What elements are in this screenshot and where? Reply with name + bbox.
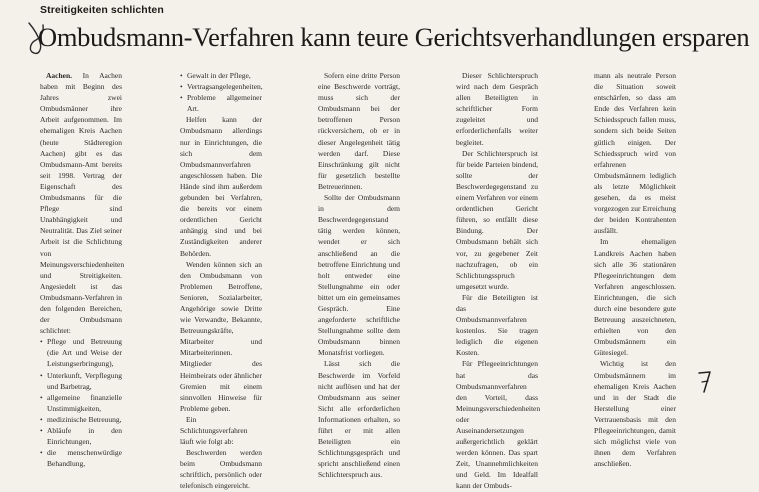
paragraph (456, 358, 541, 491)
bullet-item: • Probleme allgemeiner Art. (187, 92, 262, 114)
paragraph-text: Ein Schlichtungsverfahren läuft wie folgt ab: (180, 414, 248, 447)
article-column-3 (318, 70, 400, 480)
bullet-item: • allgemeine finanzielle Unstimmigkeiten, (47, 392, 122, 414)
paragraph-text: Lässt sich die Beschwerde im Vorfeld nicht auflösen und hat der Ombudsmann aus seiner Sicht alle erforderlichen Informationen erhalten, so führt er mit allen Beteiligten ein Schlichtungsgespräch und spricht anschließend einen Schlichterspruch aus. (318, 359, 400, 480)
paragraph (318, 192, 400, 358)
paragraph-text: mann als neutrale Person die Situation soweit entschärfen, so dass am Ende des Verfahren kein Schiedsspruch fallen muss, sondern sich beide Seiten gütlich einigen. Der Schiedsspruch wird von erfahrenen Ombudsmännern lediglich als letzte Möglichkeit gesehen, da es meist vorgezogen zur Erreichung der beiden Kontrahenten ausfällt. (594, 71, 676, 236)
paragraph (180, 447, 262, 491)
article-column-5 (594, 70, 676, 469)
paragraph (456, 148, 538, 292)
paragraph-text: Wichtig ist den Ombudsmännern im ehemaligen Kreis Aachen und in der Stadt die Herstellung einer Vertrauensbasis mit den Pflegeeinrichtungen, damit sich möglichst viele von ihnen dem Verfahren anschließen. (594, 359, 676, 469)
kicker: Streitigkeiten schlichten (40, 4, 164, 16)
bullet-item: • Vertragsangelegenheiten, (187, 81, 262, 92)
paragraph (594, 236, 676, 358)
paragraph-text: Im ehemaligen Landkreis Aachen haben sich alle 36 stationären Pflegeeinrichtungen dem Verfahren angeschlossen. Einrichtungen, die sich durch eine besondere gute Betreuung auszeichneten, erhielten von den Ombudsmännern ein Gütesiegel. (594, 237, 676, 358)
bullet-item: • medizinische Betreuung, (47, 414, 122, 425)
paragraph-text: In Aachen haben mit Beginn des Jahres zwei Ombudsmänner ihre Arbeit aufgenommen. Im ehemaligen Kreis Aachen (heute Städteregion Aachen) gibt es das Ombudsmann-Amt bereits seit 1998. Vertrag der Eigenschaft des Ombudsmanns für die Pflege sind Unabhängigkeit und Neutralität. Das Ziel seiner Arbeit ist die Schlichtung von Meinungsverschiedenheiten und Streitigkeiten. Angesiedelt ist das Ombudsmann-Verfahren in den folgenden Bereichen, der Ombudsmann schlichtet: (40, 71, 125, 336)
handwritten-page-number (698, 370, 712, 394)
paragraph-text: Dieser Schlichterspruch wird nach dem Gespräch allen Beteiligten in schriftlicher Form zugeleitet und erforderlichenfalls weiter begleitet. (456, 71, 538, 147)
dateline: Aachen. (46, 71, 73, 80)
paragraph-text: Beschwerden werden beim Ombudsmann schriftlich, persönlich oder telefonisch eingereicht. (180, 448, 262, 491)
paragraph (318, 358, 400, 480)
bullet-item: • Gewalt in der Pflege, (187, 70, 262, 81)
paragraph (180, 259, 262, 414)
article-column-2 (180, 70, 263, 491)
paragraph-text: Helfen kann der Ombudsmann allerdings nur in Einrichtungen, die sich dem Ombudsmannverfahren angeschlossen haben. Die Hände sind ihm außerdem gebunden bei Verfahren, die bereits vor einem ordentlichen Gericht anhängig sind und bei Zuständigkeiten anderer Behörden. (180, 115, 262, 258)
article-column-4 (456, 70, 541, 491)
paragraph-text: Sofern eine dritte Person eine Beschwerde vorträgt, muss sich der Ombudsmann bei der betroffenen Person rückversichern, ob er in dieser Angelegenheit tätig werden darf. Diese Einschränkung gilt nicht für gesetzlich bestellte Betreuerinnen. (318, 71, 400, 191)
bullet-item: • Unterkunft, Verpflegung und Barbetrag, (47, 370, 122, 392)
paragraph (318, 70, 400, 192)
paragraph (456, 292, 538, 359)
headline: Ombudsmann-Verfahren kann teure Gerichtsverhandlungen ersparen (38, 22, 750, 52)
paragraph-text: Für Pflegeeinrichtungen hat das Ombudsmannverfahren den Vorteil, dass Meinungsverschiedenheiten oder Auseinandersetzungen außergerichtlich geklärt werden können. Das spart Zeit, Unannehmlichkeiten und Geld. Im Idealfall kann der Ombuds- (456, 359, 541, 491)
paragraph-text: Der Schlichterspruch ist für beide Parteien bindend, sollte der Beschwerdegegenstand zu einem Verfahren vor einem ordentlichen Gericht führen, so entfällt diese Bindung. Der Ombudsmann behält sich vor, zu gegebener Zeit nachzufragen, ob ein Schlichtungsspruch umgesetzt wurde. (456, 148, 538, 291)
bullet-item: • Pflege und Betreuung (die Art und Weise der Leistungserbringung), (47, 336, 122, 369)
article-column-1 (40, 70, 125, 469)
paragraph (456, 70, 538, 148)
bullet-list (180, 70, 262, 114)
paragraph-text: Für die Beteiligten ist das Ombudsmannverfahren kostenlos. Sie tragen lediglich die eigenen Kosten. (456, 292, 538, 358)
paragraph (594, 358, 676, 469)
bullet-item: • Abläufe in den Einrichtungen, (47, 425, 122, 447)
bullet-list (40, 336, 122, 469)
paragraph-text: Wenden können sich an den Ombudsmann von Problemen Betroffene, Senioren, Sozialarbeiter, Angehörige sowie Dritte wie Verwandte, Bekannte, Betreuungskräfte, Mitarbeiter und Mitarbeiterinnen. Mitglieder des Heimbeirats oder ähnlicher Gremien mit einem sinnvollen Hinweise für Probleme geben. (180, 259, 262, 413)
paragraph-text: Sollte der Ombudsmann in dem Beschwerdegegenstand tätig werden können, wendet er sich anschließend an die betroffene Einrichtung und holt entweder eine Stellungnahme ein oder bittet um ein gemeinsames Gespräch. Eine angeforderte schriftliche Stellungnahme sollte dem Ombudsmann binnen Monatsfrist vorliegen. (318, 193, 400, 358)
paragraph (180, 114, 262, 258)
paragraph (40, 70, 125, 336)
bullet-item: • die menschenwürdige Behandlung, (47, 447, 122, 469)
paragraph (180, 414, 262, 447)
paragraph (594, 70, 676, 236)
